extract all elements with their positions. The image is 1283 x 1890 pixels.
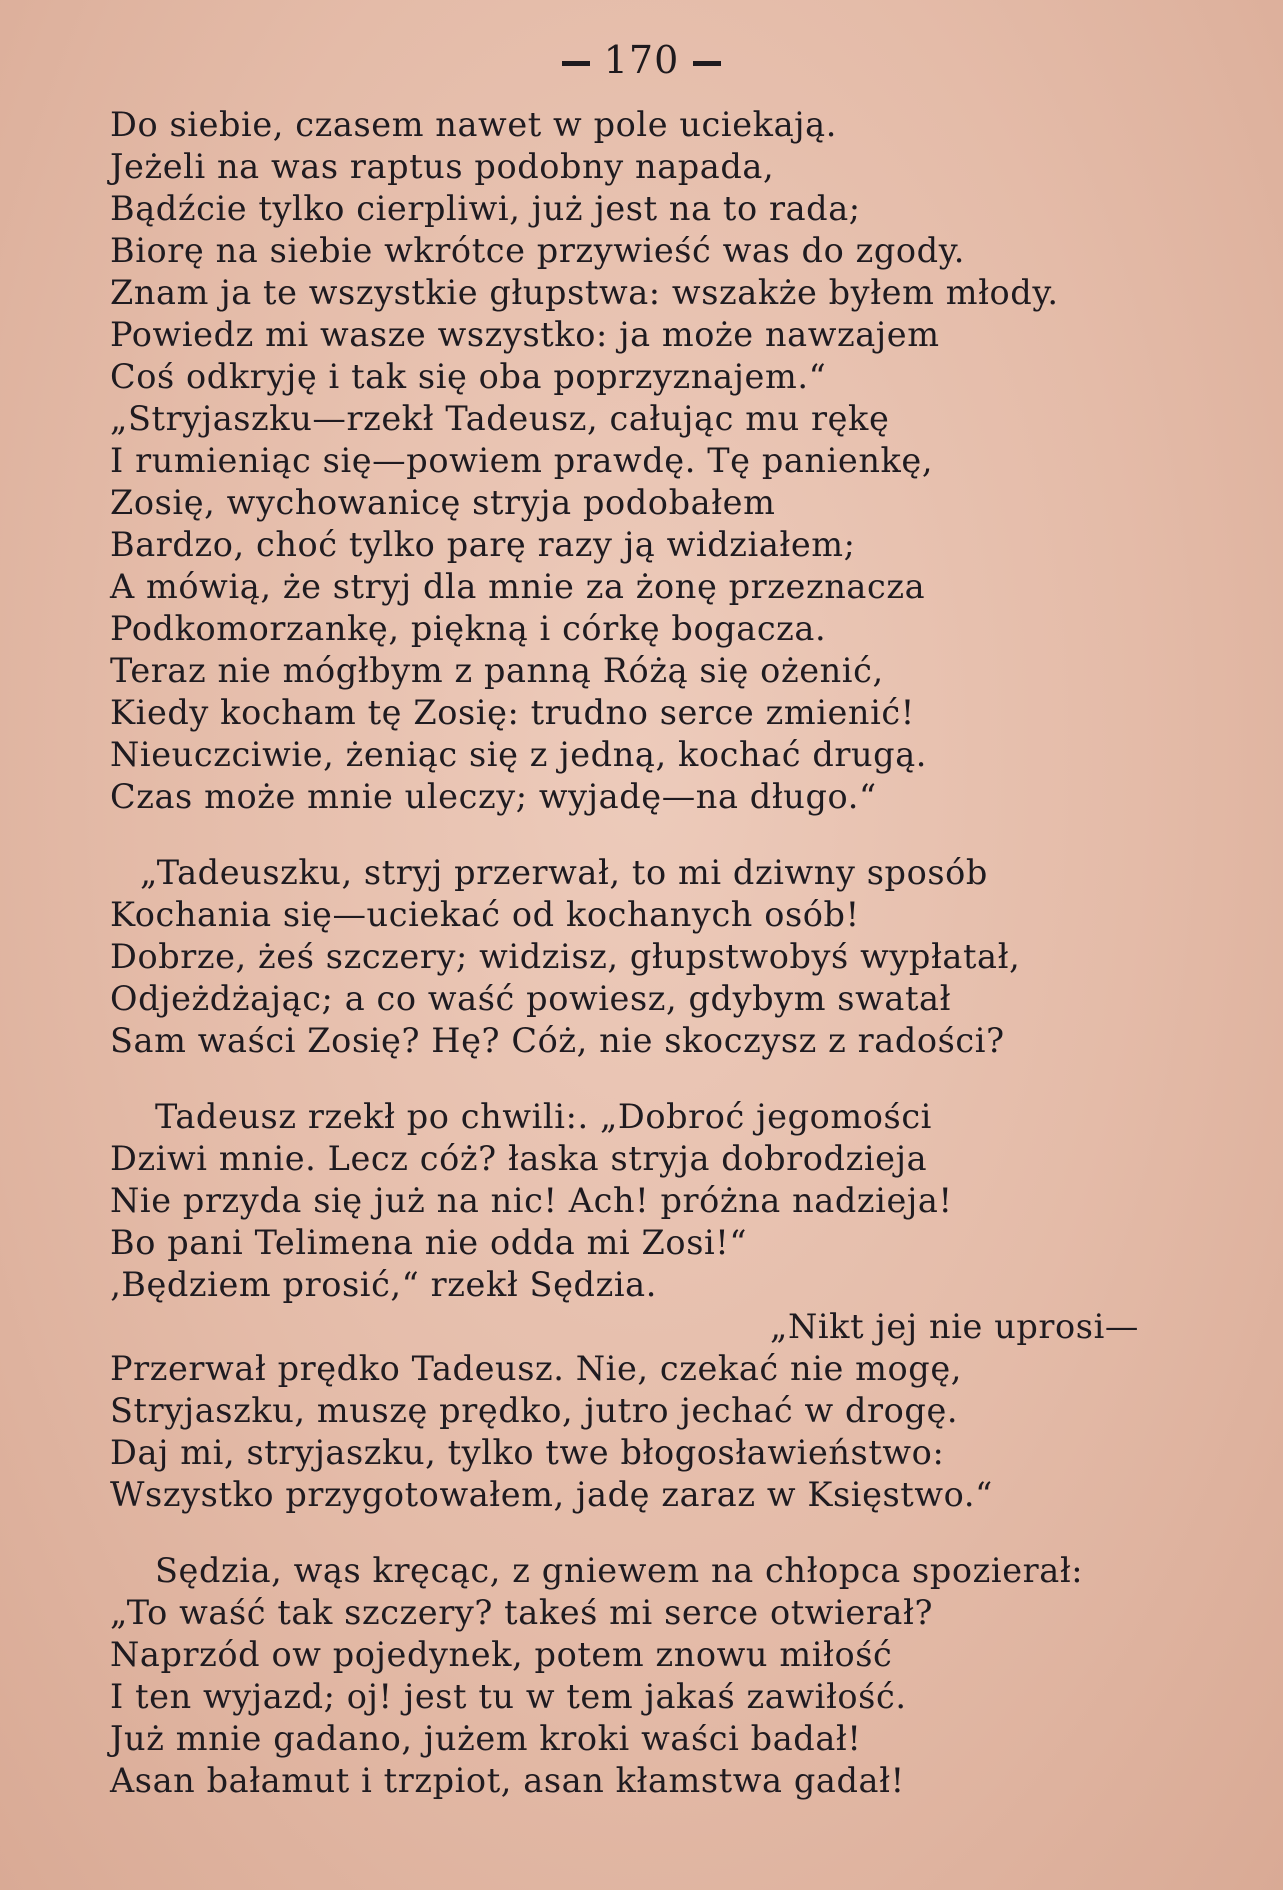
- poem-line: „Stryjaszku—rzekł Tadeusz, całując mu rękę: [110, 399, 890, 438]
- poem-line: Bardzo, choć tylko parę razy ją widziałem;: [110, 525, 856, 564]
- poem-line: „Tadeuszku, stryj przerwał, to mi dziwny sposób: [140, 853, 988, 892]
- poem-line: Sędzia, wąs kręcąc, z gniewem na chłopca spozierał:: [155, 1551, 1084, 1590]
- poem-text-body: [110, 104, 1240, 1802]
- poem-line: Tadeusz rzekł po chwili:. „Dobroć jegomości: [155, 1097, 932, 1136]
- page-number: 170: [603, 38, 680, 82]
- poem-line: Teraz nie mógłbym z panną Różą się ożenić,: [110, 651, 884, 690]
- poem-line: Kochania się—uciekać od kochanych osób!: [110, 895, 860, 934]
- poem-line: Biorę na siebie wkrótce przywieść was do zgody.: [110, 231, 966, 270]
- poem-line: I ten wyjazd; oj! jest tu w tem jakaś zawiłość.: [110, 1677, 907, 1716]
- poem-line: Nie przyda się już na nic! Ach! próżna nadzieja!: [110, 1181, 953, 1220]
- poem-line: Dziwi mnie. Lecz cóż? łaska stryja dobrodzieja: [110, 1139, 928, 1178]
- poem-line: Asan bałamut i trzpiot, asan kłamstwa gadał!: [110, 1761, 905, 1800]
- poem-line: Przerwał prędko Tadeusz. Nie, czekać nie mogę,: [110, 1349, 963, 1388]
- poem-line: Powiedz mi wasze wszystko: ja może nawzajem: [110, 315, 940, 354]
- stanza: [110, 104, 1240, 818]
- poem-line: Zosię, wychowanicę stryja podobałem: [110, 483, 776, 522]
- poem-line: Bo pani Telimena nie odda mi Zosi!“: [110, 1223, 748, 1262]
- poem-line: Wszystko przygotowałem, jadę zaraz w Księstwo.“: [110, 1475, 993, 1514]
- poem-line: Bądźcie tylko cierpliwi, już jest na to rada;: [110, 189, 861, 228]
- stanza: [110, 1096, 1240, 1516]
- page-number-header: [0, 38, 1283, 82]
- left-dash-ornament: [562, 61, 590, 66]
- poem-line: Daj mi, stryjaszku, tylko twe błogosławieństwo:: [110, 1433, 945, 1472]
- poem-line: Odjeżdżając; a co waść powiesz, gdybym swatał: [110, 979, 952, 1018]
- poem-line: ‚Będziem prosić,“ rzekł Sędzia.: [110, 1265, 657, 1304]
- poem-line: Podkomorzankę, piękną i córkę bogacza.: [110, 609, 827, 648]
- poem-line: Jeżeli na was raptus podobny napada,: [110, 147, 775, 186]
- poem-line: Kiedy kocham tę Zosię: trudno serce zmienić!: [110, 693, 915, 732]
- poem-line: Sam waści Zosię? Hę? Cóż, nie skoczysz z radości?: [110, 1021, 1005, 1060]
- poem-line: „Nikt jej nie uprosi—: [770, 1307, 1140, 1346]
- poem-line: Naprzód ow pojedynek, potem znowu miłość: [110, 1635, 893, 1674]
- stanza: [110, 1550, 1240, 1802]
- poem-line: Do siebie, czasem nawet w pole uciekają.: [110, 105, 837, 144]
- poem-line: Nieuczciwie, żeniąc się z jedną, kochać drugą.: [110, 735, 928, 774]
- right-dash-ornament: [693, 61, 721, 66]
- poem-line: Stryjaszku, muszę prędko, jutro jechać w drogę.: [110, 1391, 959, 1430]
- stanza: [110, 852, 1240, 1062]
- poem-line: Dobrze, żeś szczery; widzisz, głupstwobyś wypłatał,: [110, 937, 1021, 976]
- poem-line: Czas może mnie uleczy; wyjadę—na długo.“: [110, 777, 877, 816]
- poem-line: „To waść tak szczery? takeś mi serce otwierał?: [110, 1593, 934, 1632]
- poem-line: Coś odkryję i tak się oba poprzyznajem.“: [110, 357, 827, 396]
- poem-line: Już mnie gadano, jużem kroki waści badał!: [110, 1719, 862, 1758]
- poem-line: I rumieniąc się—powiem prawdę. Tę panienkę,: [110, 441, 934, 480]
- poem-line: Znam ja te wszystkie głupstwa: wszakże byłem młody.: [110, 273, 1059, 312]
- poem-line: A mówią, że stryj dla mnie za żonę przeznacza: [110, 567, 926, 606]
